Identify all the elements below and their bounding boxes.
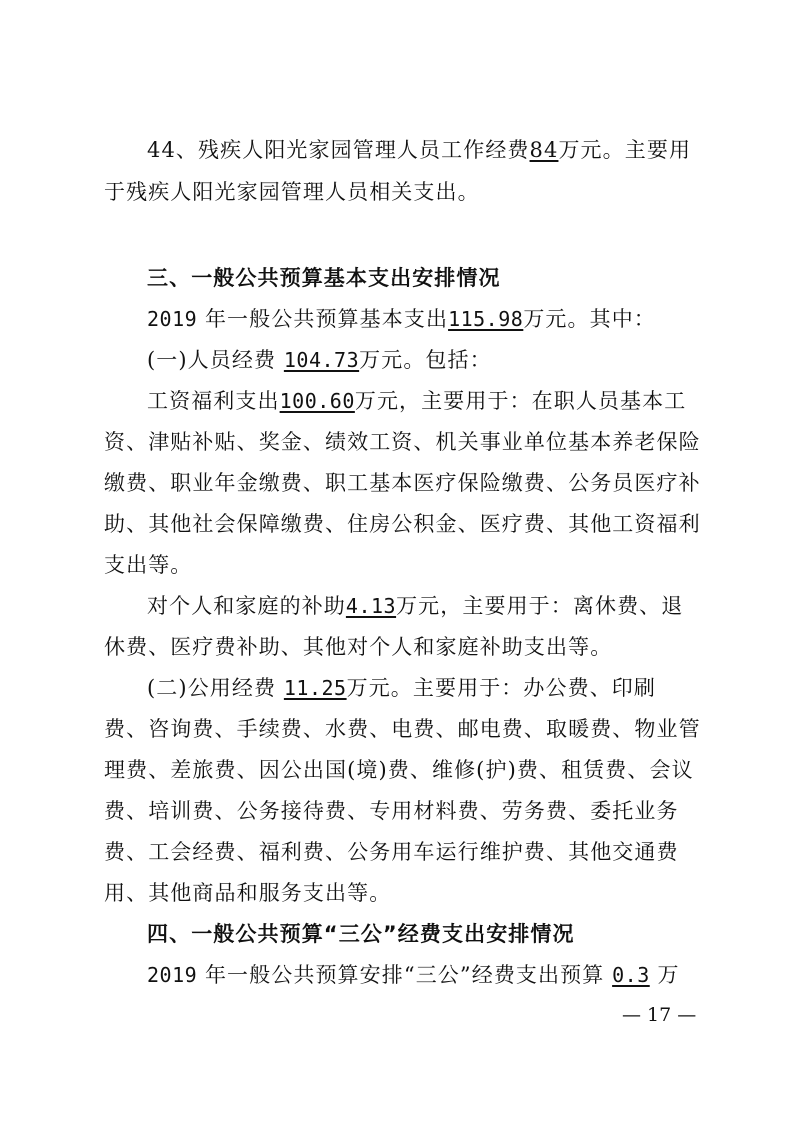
subsidy-prefix: 对个人和家庭的补助: [147, 594, 346, 618]
section3-intro-text-a: 年一般公共预算基本支出: [204, 307, 449, 331]
public-line: 用、其他商品和服务支出等。: [104, 881, 392, 905]
wages-line: 助、其他社会保障缴费、住房公积金、医疗费、其他工资福利: [104, 512, 701, 536]
section4-intro-text-b: 万: [657, 963, 680, 987]
personnel-suffix: 万元。包括：: [359, 348, 492, 372]
section4-year: 2019: [147, 963, 198, 987]
public-amount: 11.25: [283, 676, 347, 700]
item44-suffix: 万元。主要用: [558, 138, 692, 162]
public-line: 费、培训费、公务接待费、专用材料费、劳务费、委托业务: [104, 799, 679, 823]
wages-line: 支出等。: [104, 553, 193, 577]
personnel-amount: 104.73: [283, 348, 360, 372]
public-label: (二)公用经费: [147, 676, 277, 700]
item44-prefix: 44、残疾人阳光家园管理人员工作经费: [147, 138, 530, 162]
subsidy-suffix: 万元，主要用于：离休费、退: [396, 594, 684, 618]
public-line: 费、工会经费、福利费、公务用车运行维护费、其他交通费: [104, 840, 679, 864]
personnel-label: (一)人员经费: [147, 348, 277, 372]
public-line: 费、咨询费、手续费、水费、电费、邮电费、取暖费、物业管: [104, 717, 701, 741]
public-line: 理费、差旅费、因公出国(境)费、维修(护)费、租赁费、会议: [104, 758, 694, 782]
section3-year: 2019: [147, 307, 198, 331]
page-number: — 17 —: [622, 1004, 697, 1026]
section3-basic-amount: 115.98: [448, 307, 524, 331]
wages-amount: 100.60: [279, 389, 355, 413]
section4-amount: 0.3: [612, 963, 650, 987]
item44-amount: 84: [529, 138, 559, 162]
public-line1: [147, 673, 656, 703]
section3-intro-text-b: 万元。其中：: [523, 307, 656, 331]
public-suffix: 万元。主要用于：办公费、印刷: [346, 676, 656, 700]
section4-intro-text-a: 年一般公共预算安排“三公”经费支出预算: [204, 963, 605, 987]
subsidy-line2: 休费、医疗费补助、其他对个人和家庭补助支出等。: [104, 635, 613, 659]
wages-prefix: 工资福利支出: [147, 389, 280, 413]
personnel-line: [147, 345, 492, 375]
section4-heading: 四、一般公共预算“三公”经费支出安排情况: [147, 922, 575, 946]
section4-intro: [147, 960, 680, 990]
wages-line1: [147, 386, 686, 416]
wages-line: 资、津贴补贴、奖金、绩效工资、机关事业单位基本养老保险: [104, 430, 701, 454]
wages-line: 缴费、职业年金缴费、职工基本医疗保险缴费、公务员医疗补: [104, 471, 701, 495]
item44-line2: 于残疾人阳光家园管理人员相关支出。: [104, 180, 480, 204]
section3-heading: 三、一般公共预算基本支出安排情况: [147, 266, 501, 290]
subsidy-line1: [147, 591, 683, 621]
section3-intro: [147, 304, 656, 334]
subsidy-amount: 4.13: [345, 594, 397, 618]
item44-line1: [147, 135, 691, 165]
wages-suffix: 万元，主要用于：在职人员基本工: [354, 389, 687, 413]
